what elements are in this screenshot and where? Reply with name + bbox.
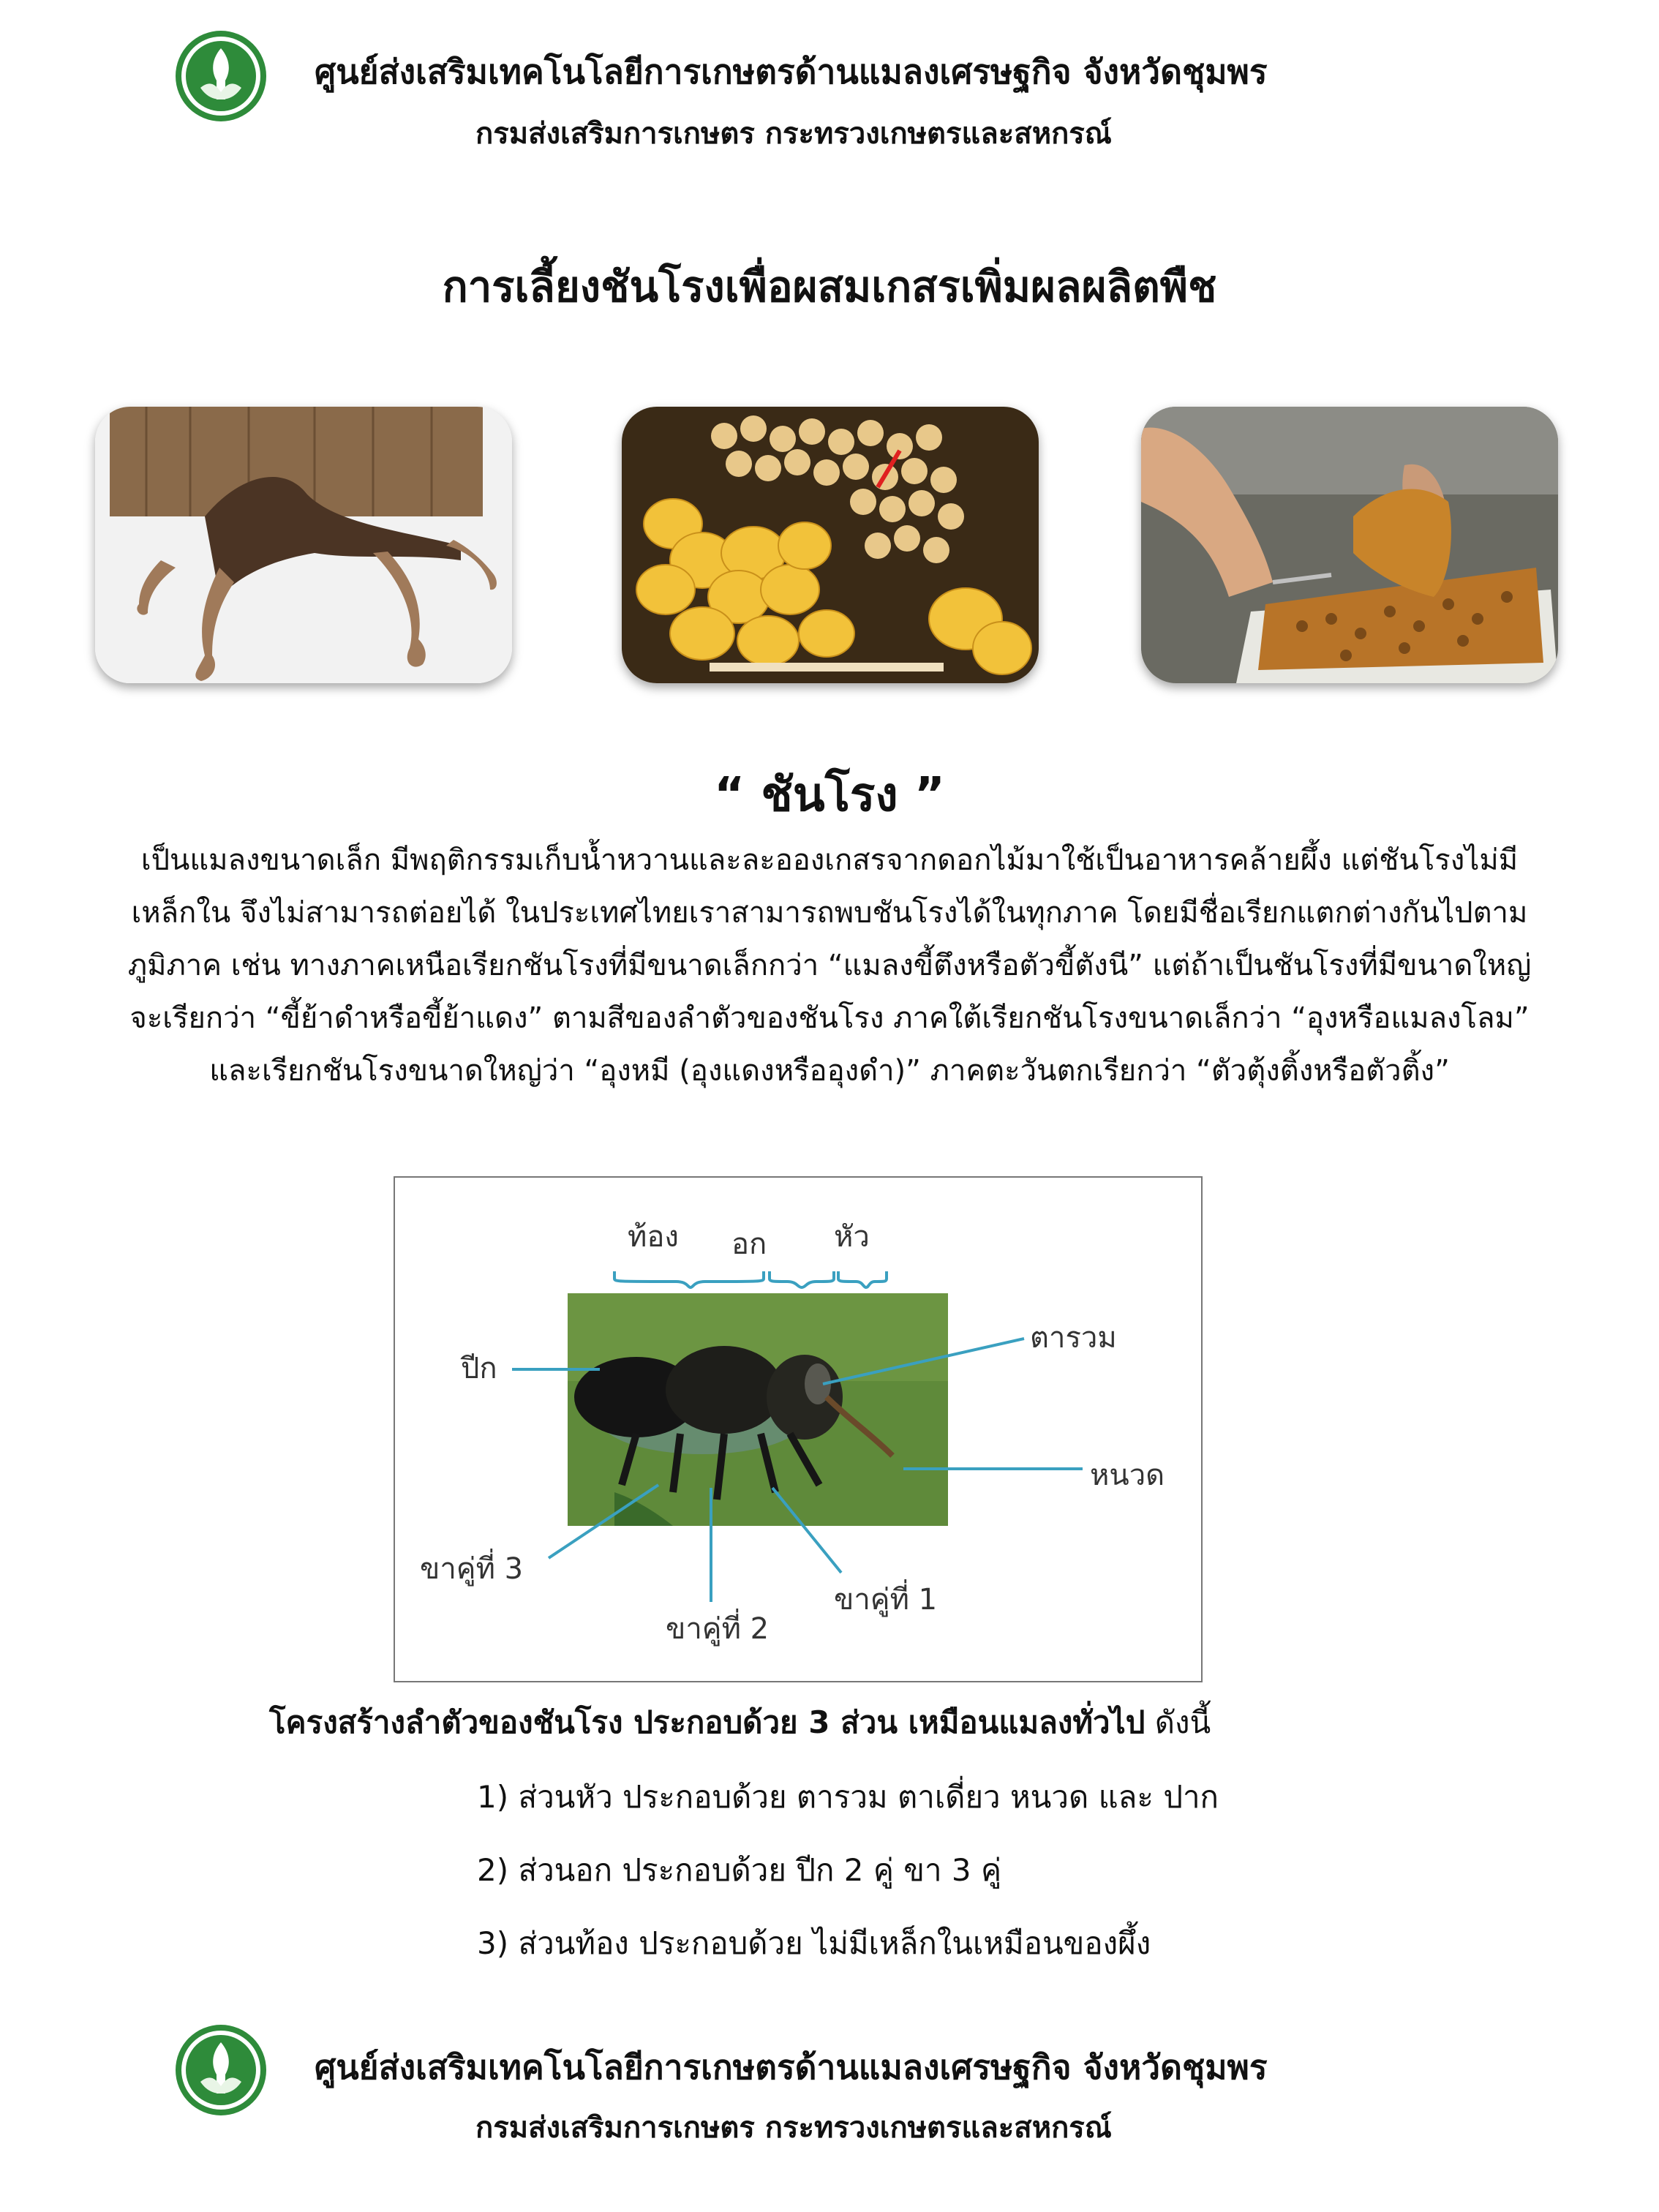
label-wing: ปีก [461,1352,497,1385]
bee-head-shape [767,1355,843,1440]
structure-heading-rest: ดังนี้ [1145,1704,1211,1740]
label-thorax: อก [731,1227,767,1261]
honey-pots-photo [622,407,1039,683]
header-department-name: กรมส่งเสริมการเกษตร กระทรวงเกษตรและสหกรณ์ [475,117,1112,151]
label-abdomen: ท้อง [628,1220,679,1254]
intro-line: ภูมิภาค เช่น ทางภาคเหนือเรียกชันโรงที่มีขนาดเล็กกว่า “แมลงขี้ตึงหรือตัวขี้ตังนี” แต่ถ้าเป็นชันโรงที่มีขนาดใหญ่ [127,949,1532,982]
structure-item-abdomen: 3) ส่วนท้อง ประกอบด้วย ไม่มีเหล็กในเหมือนของผึ้ง [477,1925,1151,1961]
label-leg2: ขาคู่ที่ 2 [666,1612,770,1646]
intro-line: เหล็กใน จึงไม่สามารถต่อยได้ ในประเทศไทยเราสามารถพบชันโรงได้ในทุกภาค โดยมีชื่อเรียกแตกต่างกันไปตาม [131,896,1528,930]
label-leg1: ขาคู่ที่ 1 [834,1583,938,1617]
structure-heading-bold: โครงสร้างลำตัวของชันโรง ประกอบด้วย 3 ส่วน เหมือนแมลงทั่วไป [269,1704,1146,1740]
footer-department-logo-icon [174,2023,268,2117]
structure-item-head: 1) ส่วนหัว ประกอบด้วย ตารวม ตาเดี่ยว หนวด และ ปาก [477,1779,1219,1815]
bee-thorax-shape [666,1346,783,1434]
thorax-bracket [770,1271,834,1287]
bee-diagram-graphics [395,1178,1201,1681]
head-bracket [838,1271,887,1287]
label-head: หัว [834,1220,870,1254]
structure-item-thorax: 2) ส่วนอก ประกอบด้วย ปีก 2 คู่ ขา 3 คู่ [477,1852,1002,1888]
department-logo-icon [174,29,268,123]
intro-line: จะเรียกว่า “ขี้ย้าดำหรือขี้ย้าแดง” ตามสีของลำตัวของชันโรง ภาคใต้เรียกชันโรงขนาดเล็กว่า “อุงหรือแมลงโลม” [129,1001,1530,1035]
intro-line: เป็นแมลงขนาดเล็ก มีพฤติกรรมเก็บน้ำหวานและละอองเกสรจากดอกไม้มาใช้เป็นอาหารคล้ายผึ้ง แต่ชันโรงไม่มี [140,843,1519,877]
hive-entrance-photo [95,407,512,683]
header-center-name: ศูนย์ส่งเสริมเทคโนโลยีการเกษตรด้านแมลงเศรษฐกิจ จังหวัดชุมพร [315,52,1268,91]
footer-center-name: ศูนย์ส่งเสริมเทคโนโลยีการเกษตรด้านแมลงเศรษฐกิจ จังหวัดชุมพร [315,2047,1268,2087]
label-compound-eye: ตารวม [1030,1321,1117,1355]
honey-harvest-photo [1141,407,1558,683]
structure-heading [269,1698,1211,1747]
label-leg3: ขาคู่ที่ 3 [420,1552,524,1586]
intro-line: และเรียกชันโรงขนาดใหญ่ว่า “อุงหมี (อุงแดงหรืออุงดำ)” ภาคตะวันตกเรียกว่า “ตัวตุ้งติ้งหรือตัวติ้ง” [209,1054,1450,1088]
footer-department-name: กรมส่งเสริมการเกษตร กระทรวงเกษตรและสหกรณ์ [475,2111,1112,2145]
label-antenna: หนวด [1090,1459,1165,1492]
section-title: “ ชันโรง ” [714,768,945,822]
abdomen-bracket [614,1271,764,1287]
bee-anatomy-diagram [394,1176,1203,1682]
intro-paragraph [59,834,1600,1097]
page-title: การเลี้ยงชันโรงเพื่อผสมเกสรเพิ่มผลผลิตพืช [442,262,1217,312]
